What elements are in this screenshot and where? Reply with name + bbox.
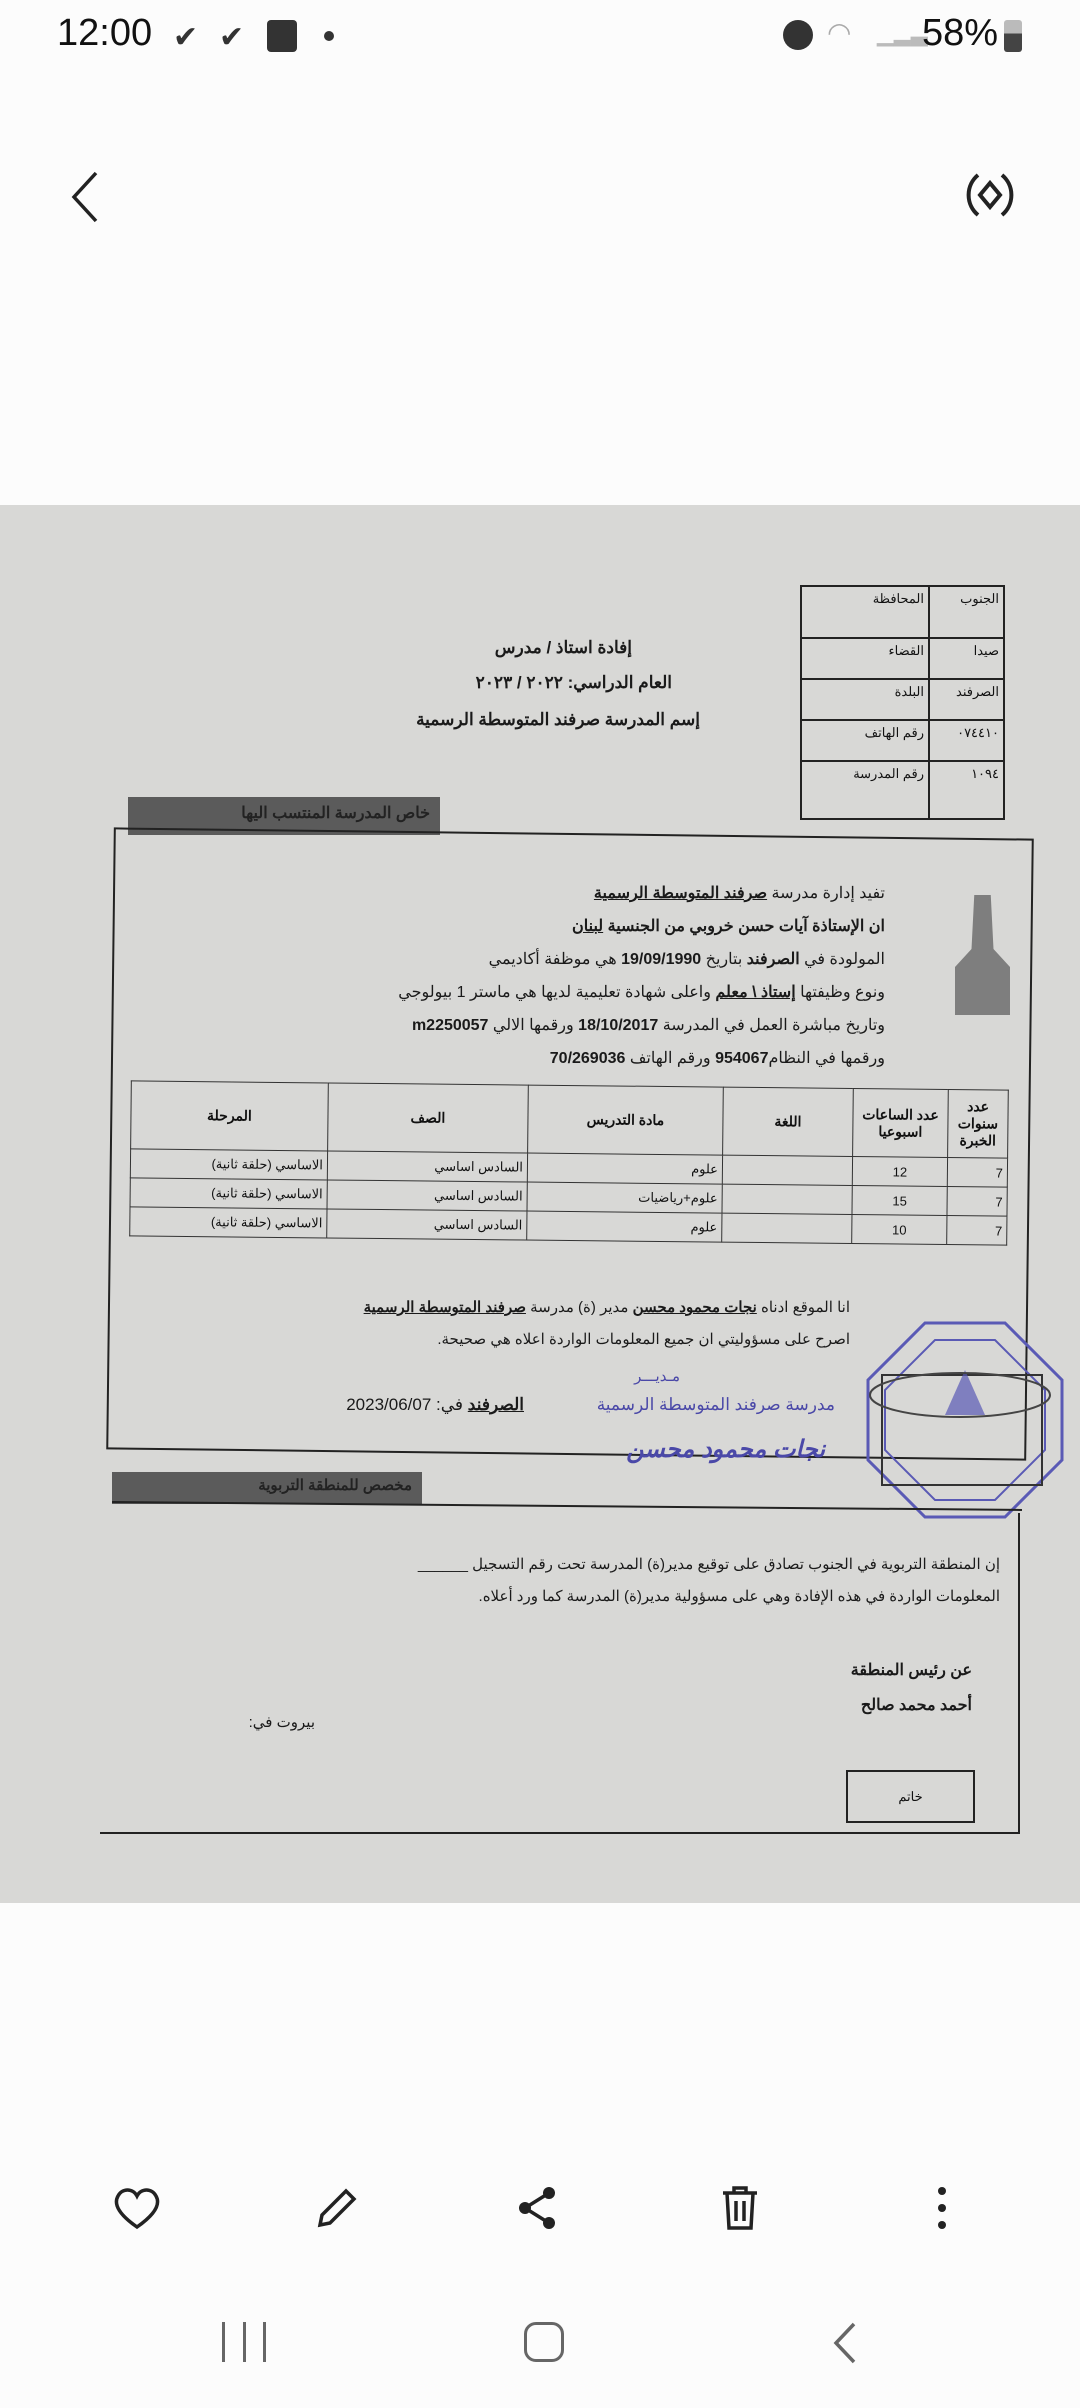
para-line-2: ان الإستاذة آيات حسن خروبي من الجنسية لبنان: [572, 918, 885, 935]
beirut-date-label: بيروت في:: [248, 1714, 315, 1731]
alarm-icon: [783, 20, 813, 50]
status-time: 12:00: [57, 12, 153, 54]
seal-box: خاتم: [846, 1770, 975, 1823]
home-button[interactable]: [524, 2322, 564, 2362]
download-complete-icon: ✔: [219, 20, 245, 55]
table-row: 7 12 علوم السادس اساسي الاساسي (حلقة ثانية): [130, 1149, 1007, 1187]
wifi-icon: ◠: [827, 16, 852, 49]
gallery-icon: [267, 20, 297, 52]
school-name: إسم المدرسة صرفند المتوسطة الرسمية: [416, 710, 700, 729]
rotate-icon[interactable]: [960, 165, 1020, 225]
para-line-4: ونوع وظيفتها إستاذ \ معلم واعلى شهادة تعليمية لديها هي ماستر 1 بيولوجي: [398, 984, 885, 1001]
table-row: 7 15 علوم+رياضيات السادس اساسي الاساسي (حلقة ثانية): [130, 1178, 1007, 1216]
battery-icon: [1004, 20, 1022, 52]
region-text-1: إن المنطقة التربوية في الجنوب تصادق على توقيع مدير(ة) المدرسة تحت رقم التسجيل ______: [417, 1556, 1000, 1573]
nav-back-button[interactable]: [830, 2320, 860, 2366]
table-row: 7 10 علوم السادس اساسي الاساسي (حلقة ثانية): [130, 1207, 1007, 1245]
para-line-3: المولودة في الصرفند بتاريخ 19/09/1990 هي موظفة أكاديمي: [488, 951, 885, 968]
section-region-header: مخصص للمنطقة التربوية: [112, 1472, 422, 1504]
on-behalf-label: عن رئيس المنطقة: [850, 1662, 972, 1679]
back-button[interactable]: [60, 165, 110, 225]
favorite-button[interactable]: [107, 2178, 167, 2238]
signature-title: مـديـــر: [634, 1368, 680, 1385]
recent-apps-button[interactable]: [222, 2322, 266, 2362]
para-line-6: ورقمها في النظام954067 ورقم الهاتف 70/269036: [549, 1050, 885, 1067]
head-name: أحمد محمد صالح: [860, 1697, 972, 1714]
statement-line-1: انا الموقع ادناه نجات محمود محسن مدير (ة) مدرسة صرفند المتوسطة الرسمية: [363, 1299, 850, 1316]
official-stamp: [860, 1315, 1070, 1525]
statement-line-2: اصرح على مسؤوليتي ان جميع المعلومات الواردة اعلاه هي صحيحة.: [437, 1331, 850, 1348]
para-line-1: تفيد إدارة مدرسة صرفند المتوسطة الرسمية: [593, 885, 885, 902]
section-region-right-line: [1018, 1513, 1020, 1833]
teaching-table: عدد سنوات الخبرة عدد الساعات اسبوعيا اللغة مادة التدريس الصف المرحلة 7 12 علوم السادس اساسي الاساسي (حلقة ثانية) 7 15 علوم+رياضيات السادس اساسي الاساسي (حلقة ثانية) 7 10 علوم السادس اساسي الاساسي (حلقة ثانية): [129, 1080, 1009, 1245]
school-info-table: الجنوب المحافظة صيدا القضاء الصرفند البلدة ٠٧٤٤١٠ رقم الهاتف ١٠٩٤ رقم المدرسة: [800, 585, 1005, 820]
edit-button[interactable]: [307, 2178, 367, 2238]
share-button[interactable]: [508, 2178, 568, 2238]
signature-name: نجات محمود محسن: [626, 1436, 825, 1463]
document-image[interactable]: [0, 505, 1080, 1903]
battery-percent: 58%: [922, 12, 999, 54]
section-school-header: خاص المدرسة المنتسب اليها: [128, 797, 440, 835]
academic-year: العام الدراسي: ٢٠٢٢ / ٢٠٢٣: [475, 673, 672, 692]
more-options-button[interactable]: [912, 2178, 972, 2238]
dot-icon: [324, 31, 334, 41]
doc-title: إفادة استاذ / مدرس: [494, 638, 632, 657]
download-complete-icon: ✔: [173, 20, 199, 55]
signature-school: مدرسة صرفند المتوسطة الرسمية: [596, 1395, 835, 1414]
delete-button[interactable]: [710, 2178, 770, 2238]
region-text-2: المعلومات الواردة في هذه الإفادة وهي على مسؤولية مدير(ة) المدرسة كما ورد أعلاه.: [478, 1588, 1000, 1605]
para-line-5: وتاريخ مباشرة العمل في المدرسة 18/10/2017 ورقمها الالي m2250057: [411, 1017, 885, 1034]
signal-icon: ▁▂▃: [877, 22, 928, 47]
place-date: الصرفند في: 2023/06/07: [346, 1395, 524, 1414]
section-region-bottom-line: [100, 1832, 1020, 1834]
